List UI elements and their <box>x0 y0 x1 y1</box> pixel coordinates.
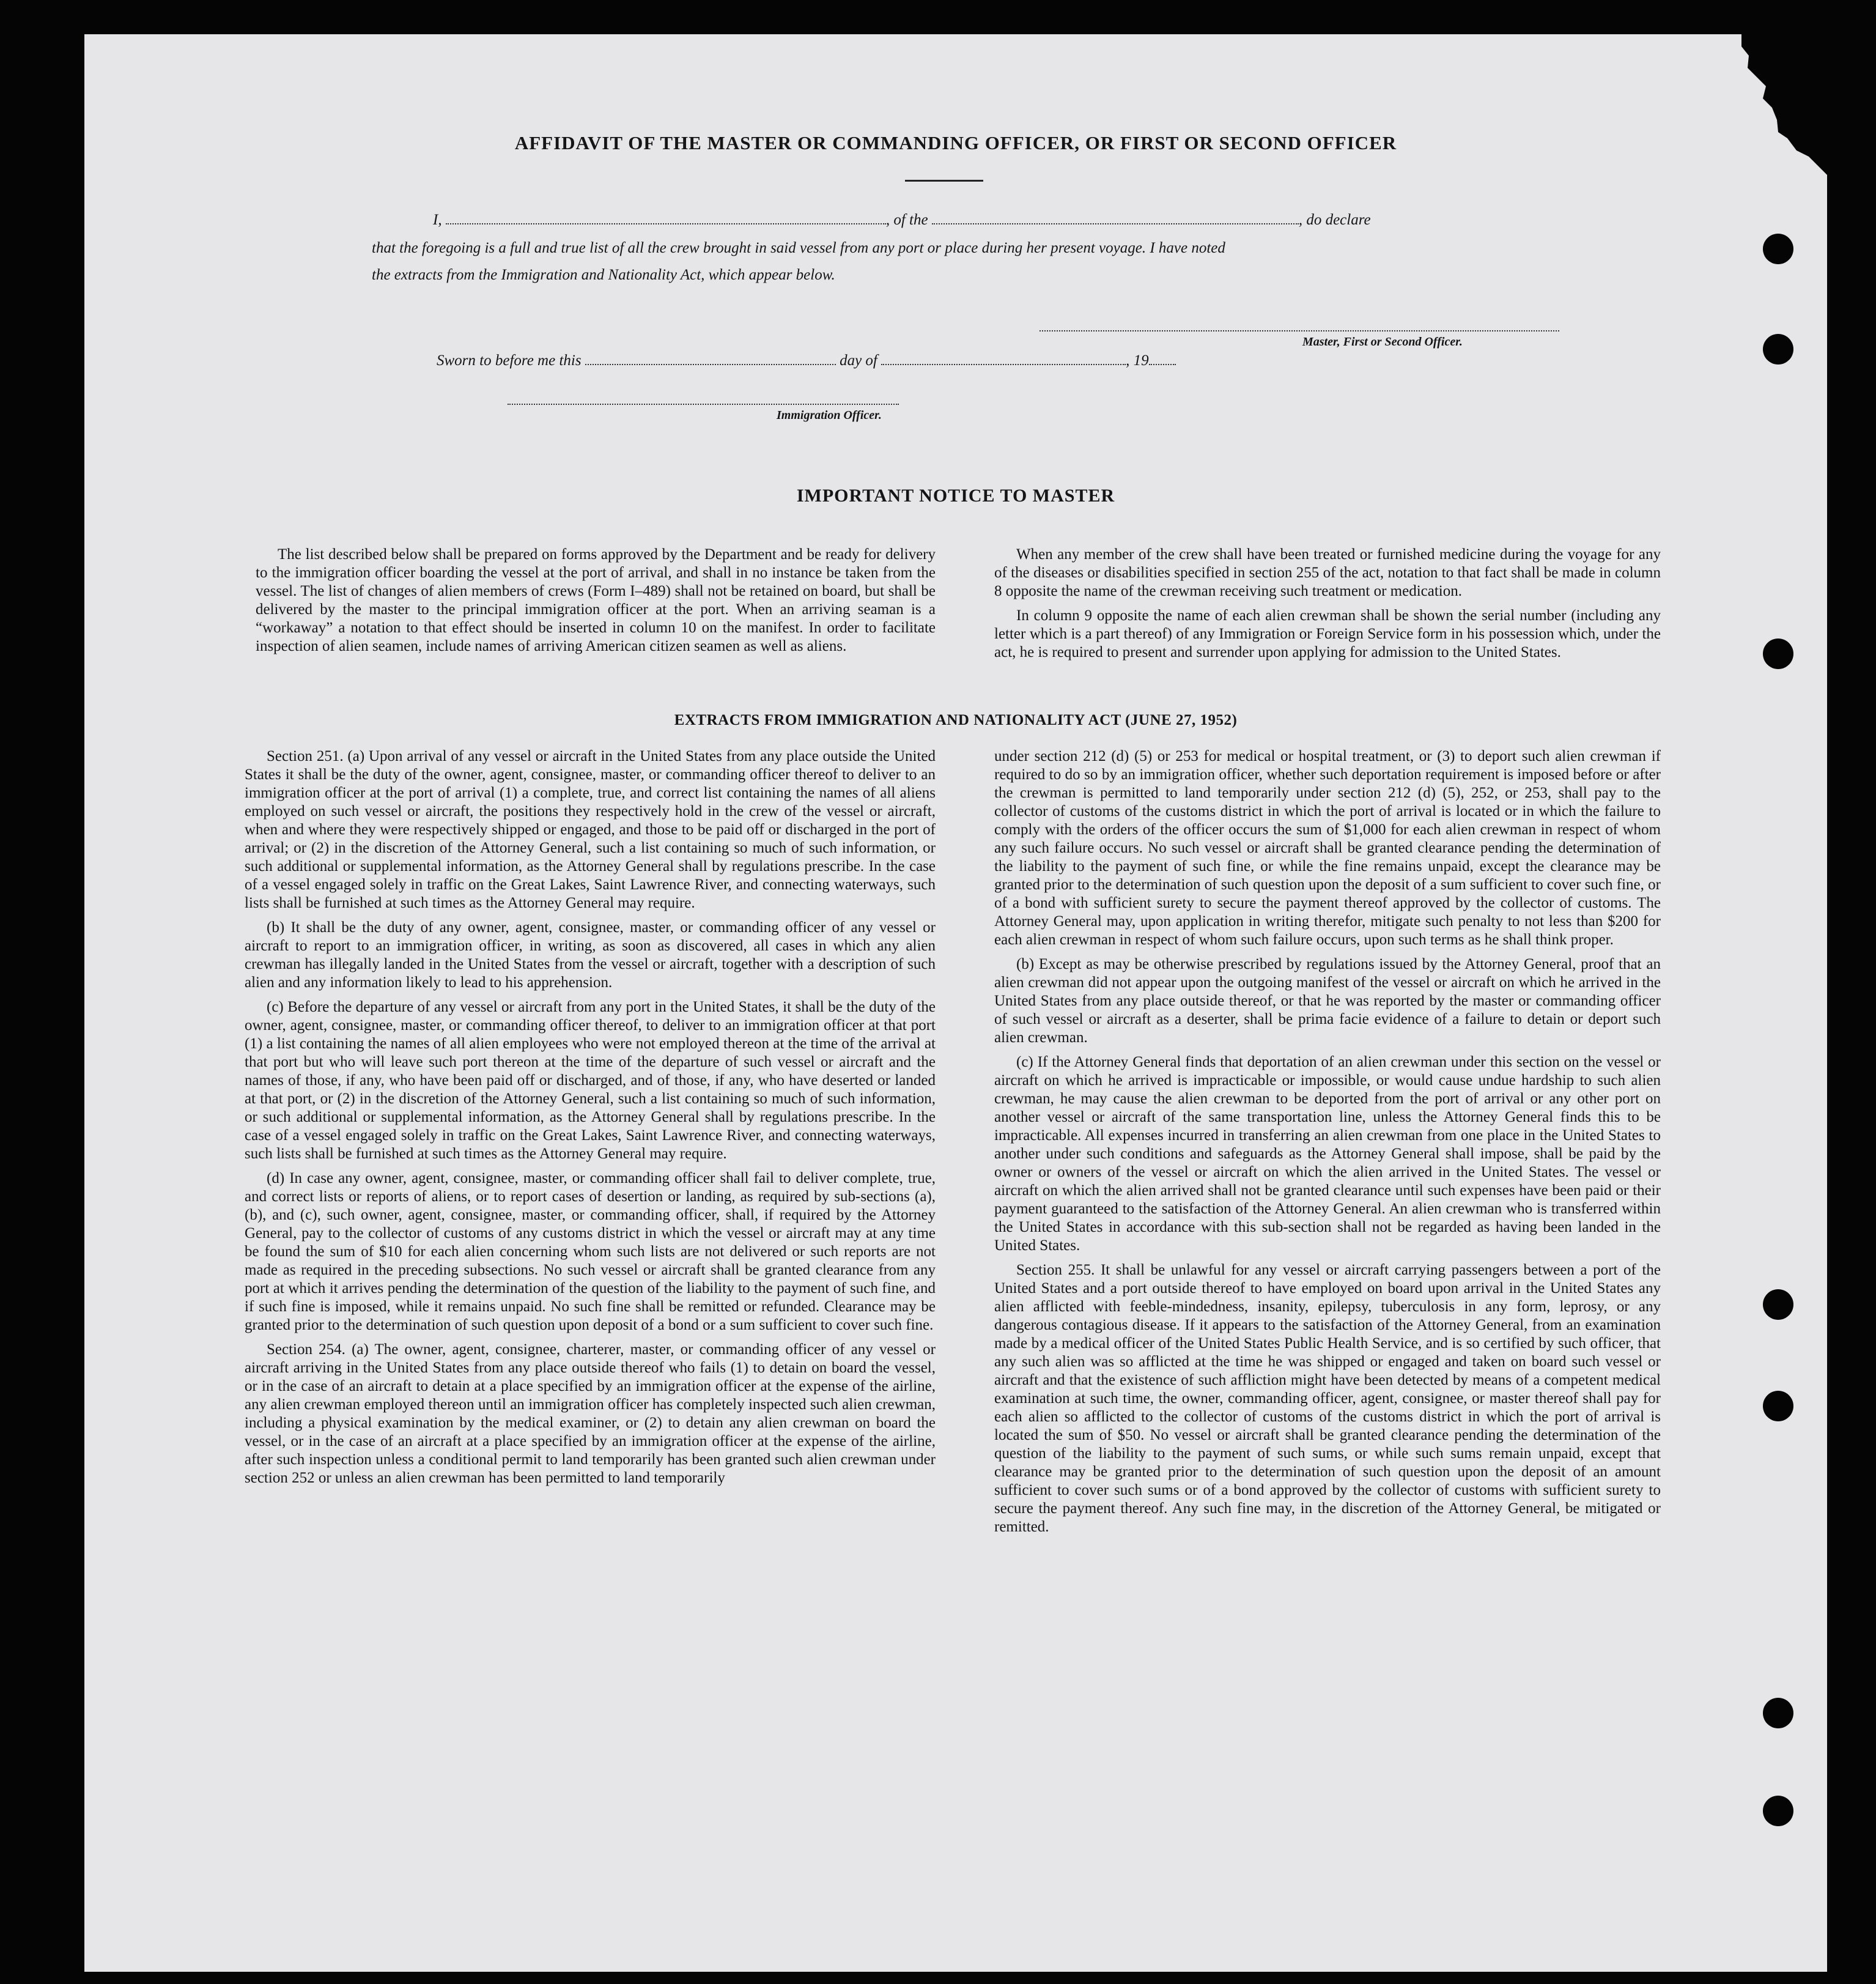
sworn-year-field[interactable] <box>1149 363 1176 365</box>
punch-hole <box>1763 234 1793 264</box>
act-paragraph: Section 255. It shall be unlawful for any vessel or aircraft carrying passengers between a port of the United States and a port outside thereof to have employed on board upon arrival in the United States any alien afflicted with feeble-mindedness, insanity, epilepsy, tuberculosis in any form, leprosy, or any dangerous contagious disease. If it appears to the satisfaction of the Attorney General, from an examination made by a medical officer of the United States Public Health Service, and is so certified by such officer, that any such alien was so afflicted at the time he was shipped or engaged and taken on board such vessel or aircraft and that the existence of such affliction might have been detected by means of a competent medical examination at such time, the owner, commanding officer, agent, consignee, or master thereof shall pay for each alien so afflicted to the collector of customs of the customs district in which the port of arrival is located the sum of $50. No vessel or aircraft shall be granted clearance pending the determination of the question of the liability to the payment of such sums, or while such sums remain unpaid, except that clearance may be granted prior to the determination of such question upon the deposit of an amount sufficient to cover such sums or of a bond approved by the collector of customs with sufficient surety to secure the payment thereof. Any such fine may, in the discretion of the Attorney General, be mitigated or remitted. <box>994 1262 1661 1535</box>
punch-hole <box>1763 1391 1793 1421</box>
notice-paragraph: The list described below shall be prepared on forms approved by the Department and be ready for delivery to the immigration officer boarding the vessel at the port of arrival, and shall in no instance be taken from the vessel. The list of changes of alien members of crews (Form I–489) shall not be retained on board, but shall be delivered by the master to the principal immigration officer at the port. When an arriving seaman is a “workaway” a notation to that effect should be inserted in column 10 on the manifest. In order to facilitate inspection of alien seamen, include names of arriving American citizen seamen as well as aliens. <box>256 546 936 654</box>
notice-paragraph: When any member of the crew shall have been treated or furnished medicine during the voyage for any of the diseases or disabilities specified in section 255 of the act, notation to that fact shall be made in column 8 opposite the name of the crewman receiving such treatment or medication. <box>994 546 1661 599</box>
officer-signature-line[interactable] <box>508 404 899 405</box>
officer-signature-label: Immigration Officer. <box>777 409 882 422</box>
extracts-title: EXTRACTS FROM IMMIGRATION AND NATIONALITY ACT (JUNE 27, 1952) <box>674 712 1238 728</box>
punch-hole <box>1763 639 1793 669</box>
punch-hole <box>1763 1289 1793 1320</box>
affidavit-title: AFFIDAVIT OF THE MASTER OR COMMANDING OFFICER, OR FIRST OR SECOND OFFICER <box>514 132 1397 154</box>
declaration-line <box>433 212 1371 229</box>
notice-left-column <box>256 546 936 662</box>
act-paragraph: Section 254. (a) The owner, agent, consignee, charterer, master, or commanding officer of any vessel or aircraft arriving in the United States from any place outside thereof who fails (1) to detain on board the vessel, or in the case of an aircraft to detain at a place specified by an immigration officer at the expense of the airline, any alien crewman employed thereon until an immigration officer has completely inspected such alien crewman, including a physical examination by the medical examiner, or (2) to detain any alien crewman on board the vessel, or in the case of an aircraft at a place specified by an immigration officer at the expense of the airline, after such inspection unless a conditional permit to land temporarily has been granted such alien crewman under section 252 or unless an alien crewman has been permitted to land temporarily <box>245 1341 936 1486</box>
title-rule <box>905 180 983 182</box>
notice-paragraph: In column 9 opposite the name of each alien crewman shall be shown the serial number (including any letter which is a part thereof) of any Immigration or Foreign Service form in his possession which, under the act, he is required to present and surrender upon applying for admission to the United States. <box>994 607 1661 661</box>
punch-hole <box>1763 1698 1793 1728</box>
act-paragraph: (d) In case any owner, agent, consignee, master, or commanding officer shall fail to deliver complete, true, and correct lists or reports of aliens, or to report cases of desertion or landing, as required by sub-sections (a), (b), and (c), such owner, agent, consignee, master, or commanding officer, shall, if required by the Attorney General, pay to the collector of customs of any customs district in which the vessel or aircraft may at any time be found the sum of $10 for each alien concerning whom such lists are not delivered or such reports are not made as required in the preceding subsections. No such vessel or aircraft shall be granted clearance from any port at which it arrives pending the determination of the question of the liability to the payment of such fine, and if such fine is imposed, while it remains unpaid. No such fine shall be remitted or refunded. Clearance may be granted prior to the determination of such question upon deposit of a bond or a sum sufficient to cover such fine. <box>245 1170 936 1333</box>
i-label: I, <box>433 212 442 228</box>
act-paragraph: Section 251. (a) Upon arrival of any vessel or aircraft in the United States from any place outside the United States it shall be the duty of the owner, agent, consignee, master, or commanding officer thereof to deliver to an immigration officer at the port of arrival (1) a complete, true, and correct list containing the names of all aliens employed on such vessel or aircraft, the positions they respectively hold in the crew of the vessel or aircraft, when and where they were respectively shipped or engaged, and those to be paid off or discharged in the port of arrival; or (2) in the discretion of the Attorney General, such a list containing so much of such information, or such additional or supplemental information, as the Attorney General shall by regulations prescribe. In the case of a vessel engaged solely in traffic on the Great Lakes, Saint Lawrence River, and connecting waterways, such lists shall be furnished at such times as the Attorney General may require. <box>245 748 936 911</box>
master-signature-label: Master, First or Second Officer. <box>1302 335 1463 349</box>
declaration-text-2: the extracts from the Immigration and Nationality Act, which appear below. <box>372 267 835 283</box>
extracts-left-column <box>245 747 936 1494</box>
sworn-month-field[interactable] <box>881 363 1126 365</box>
of-the-label: , of the <box>885 212 928 228</box>
sworn-day-field[interactable] <box>585 363 836 365</box>
vessel-field[interactable] <box>932 222 1299 224</box>
act-paragraph: (b) It shall be the duty of any owner, agent, consignee, master, or commanding officer of any vessel or aircraft to report to an immigration officer, in writing, as soon as discovered, all cases in which any alien crewman has illegally landed in the United States from the vessel or aircraft, together with a description of such alien and any information likely to lead to his apprehension. <box>245 919 936 991</box>
notice-right-column <box>994 546 1661 668</box>
master-signature-line[interactable] <box>1040 330 1559 331</box>
punch-hole <box>1763 334 1793 365</box>
act-paragraph: (c) If the Attorney General finds that deportation of an alien crewman under this section on the vessel or aircraft on which he arrived is impracticable or impossible, or would cause undue hardship to such alien crewman, he may cause the alien crewman to be deported from the port of arrival or any other port on another vessel or aircraft of the same transportation line, unless the Attorney General finds this to be impracticable. All expenses incurred in transferring an alien crewman from one place in the United States to another under such conditions and safeguards as the Attorney General shall impose, shall be paid by the owner or owners of the vessel or aircraft on which the alien arrived in the United States. The vessel or aircraft on which the alien arrived shall not be granted clearance until such expenses have been paid or their payment guaranteed to the satisfaction of the Attorney General. An alien crewman who is transferred within the United States in accordance with this sub-section shall not be regarded as having been landed in the United States. <box>994 1054 1661 1254</box>
act-paragraph: under section 212 (d) (5) or 253 for medical or hospital treatment, or (3) to deport such alien crewman if required to do so by an immigration officer, whether such deportation requirement is imposed before or after the crewman is permitted to land temporarily under section 212 (d) (5), 252, or 253, shall pay to the collector of customs of the customs district in which the port of arrival is located or in which the failure to comply with the orders of the officer occurs the sum of $1,000 for each alien crewman in respect of whom any such failure occurs. No such vessel or aircraft shall be granted clearance pending the determination of the liability to the payment of such fine, or while the fine remains unpaid, except the clearance may be granted prior to the determination of such question upon the deposit of a sum sufficient to cover such fine, or of a bond with sufficient surety to secure the payment thereof approved by the collector of customs. The Attorney General may, upon application in writing therefor, mitigate such penalty to not less than $200 for each alien crewman in respect of whom such failure occurs, upon such terms as he shall think proper. <box>994 748 1661 948</box>
year-label: , 19 <box>1126 352 1149 369</box>
act-paragraph: (b) Except as may be otherwise prescribed by regulations issued by the Attorney General, proof that an alien crewman did not appear upon the outgoing manifest of the vessel or aircraft on which he arrived in the United States from any place outside thereof, or that he was reported by the master or commanding officer of such vessel or aircraft as a deserter, shall be prima facie evidence of a failure to detain or deport such alien crewman. <box>994 956 1661 1046</box>
punch-hole <box>1763 1796 1793 1826</box>
extracts-right-column <box>994 747 1661 1542</box>
notice-title: IMPORTANT NOTICE TO MASTER <box>796 486 1115 506</box>
day-of-label: day of <box>840 352 877 369</box>
declaration-text-1: that the foregoing is a full and true list of all the crew brought in said vessel from any port or place during her present voyage. I have noted <box>372 240 1225 256</box>
sworn-line <box>437 352 1176 369</box>
sworn-label: Sworn to before me this <box>437 352 582 369</box>
act-paragraph: (c) Before the departure of any vessel or aircraft from any port in the United States, it shall be the duty of the owner, agent, consignee, master, or commanding officer thereof, to deliver to an immigration officer at that port (1) a list containing the names of all alien employees who were not employed thereon at the time of the arrival at that port but who will leave such port thereon at the time of the departure of such vessel or aircraft and the names of those, if any, who have been paid off or discharged, and of those, if any, who have deserted or landed at that port, or (2) in the discretion of the Attorney General, such a list containing so much of such information, or such additional or supplemental information, as the Attorney General shall by regulations prescribe. In the case of a vessel engaged solely in traffic on the Great Lakes, Saint Lawrence River, and connecting waterways, such lists shall be furnished at such times as the Attorney General may require. <box>245 999 936 1162</box>
name-field[interactable] <box>446 222 886 224</box>
document-page <box>84 34 1827 1972</box>
do-declare-label: , do declare <box>1298 212 1371 228</box>
